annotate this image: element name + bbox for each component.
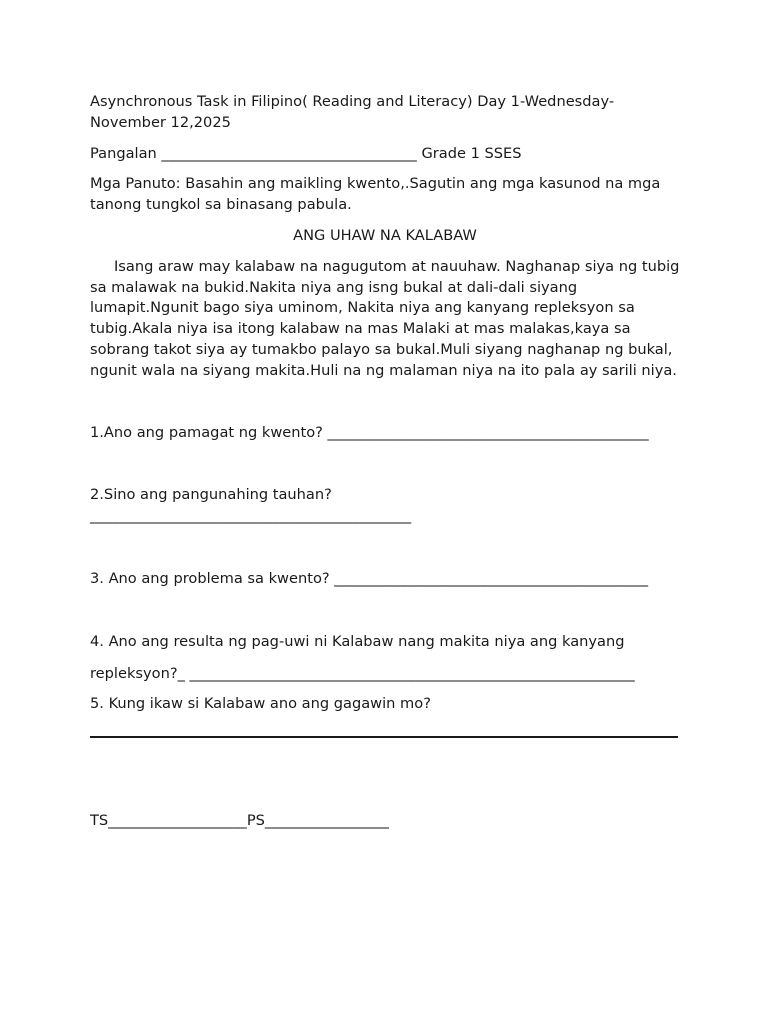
- story-title: ANG UHAW NA KALABAW: [293, 226, 477, 244]
- question-4-line1: 4. Ano ang resulta ng pag-uwi ni Kalabaw nang makita niya ang kanyang: [90, 632, 625, 650]
- question-4-line2: repleksyon?_ _____________________________________________________________: [90, 664, 635, 682]
- question-5: 5. Kung ikaw si Kalabaw ano ang gagawin mo?: [90, 695, 431, 713]
- question-5-answer-rule: [90, 736, 678, 738]
- question-2-answer-blank: ____________________________________________: [90, 507, 412, 525]
- worksheet-title-line1: Asynchronous Task in Filipino( Reading and Literacy) Day 1-Wednesday-: [90, 93, 615, 110]
- directions-text: Mga Panuto: Basahin ang maikling kwento,.Sagutin ang mga kasunod na mga tanong tungkol sa binasang pabula.: [90, 175, 661, 214]
- story-body: Isang araw may kalabaw na nagugutom at nauuhaw. Naghanap siya ng tubig sa malawak na bukid.Nakita niya ang isng bukal at dali-dali siyang lumapit.Ngunit bago siya uminom, Nakita niya ang kanyang repleksyon sa tubig.Akala niya isa itong kalabaw na mas Malaki at mas malakas,kaya sa sobrang takot siya ay tumakbo palayo sa bukal.Muli siyang naghanap ng bukal, ngunit wala na siyang makita.Huli na ng malaman niya na ito pala ay sarili niya.: [90, 257, 680, 379]
- question-2: 2.Sino ang pangunahing tauhan?: [90, 486, 332, 504]
- name-grade-line: Pangalan ___________________________________ Grade 1 SSES: [90, 144, 522, 162]
- question-3: 3. Ano ang problema sa kwento? ___________________________________________: [90, 569, 649, 587]
- worksheet-page: [90, 92, 680, 832]
- worksheet-title: [90, 92, 680, 134]
- question-1: 1.Ano ang pamagat ng kwento? ____________________________________________: [90, 423, 649, 441]
- signature-line: TS___________________PS_________________: [90, 812, 389, 830]
- worksheet-title-line2: November 12,2025: [90, 113, 231, 131]
